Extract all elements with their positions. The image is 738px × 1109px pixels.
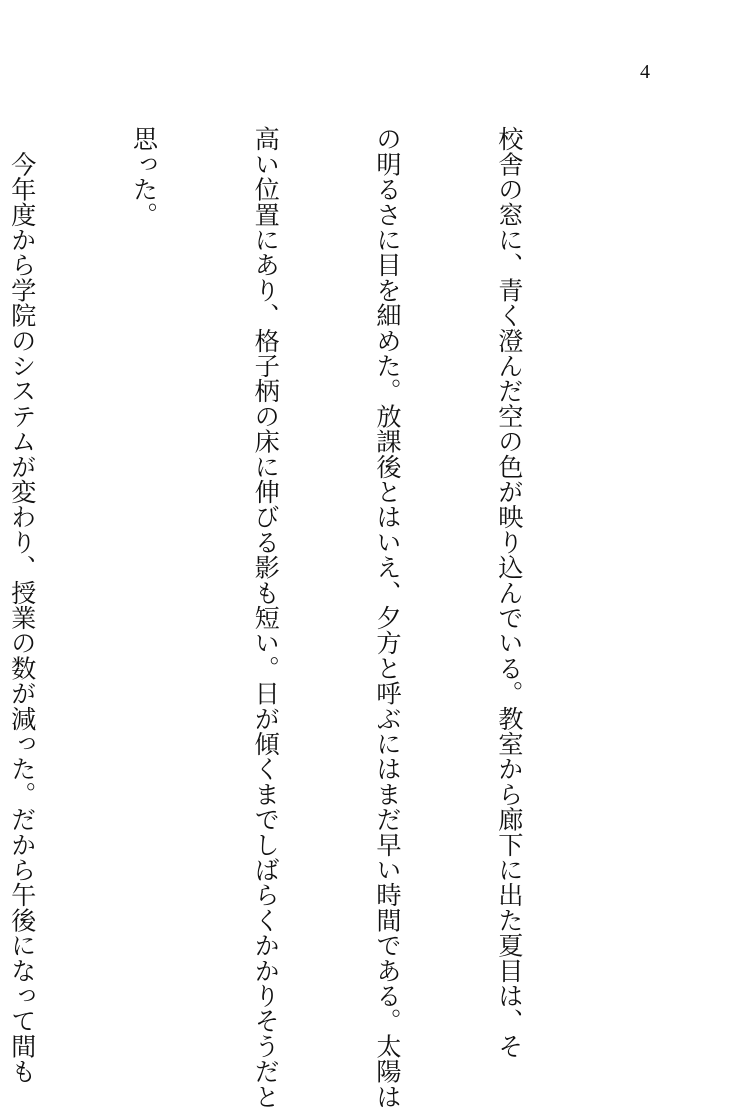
text-line: 思った。 (129, 126, 159, 227)
body-text (0, 126, 610, 1109)
text-line: 校舎の窓に、青く澄んだ空の色が映り込んでいる。教室から廊下に出た夏目は、そ (494, 126, 524, 1059)
page-number: 4 (640, 61, 650, 83)
text-line: 今年度から学院のシステムが変わり、授業の数が減った。だから午後になって間も (7, 126, 37, 1084)
text-line: の明るさに目を細めた。放課後とはいえ、夕方と呼ぶにはまだ早い時間である。太陽は (373, 126, 403, 1109)
text-line: 高い位置にあり、格子柄の床に伸びる影も短い。日が傾くまでしばらくかかりそうだと (251, 126, 281, 1109)
